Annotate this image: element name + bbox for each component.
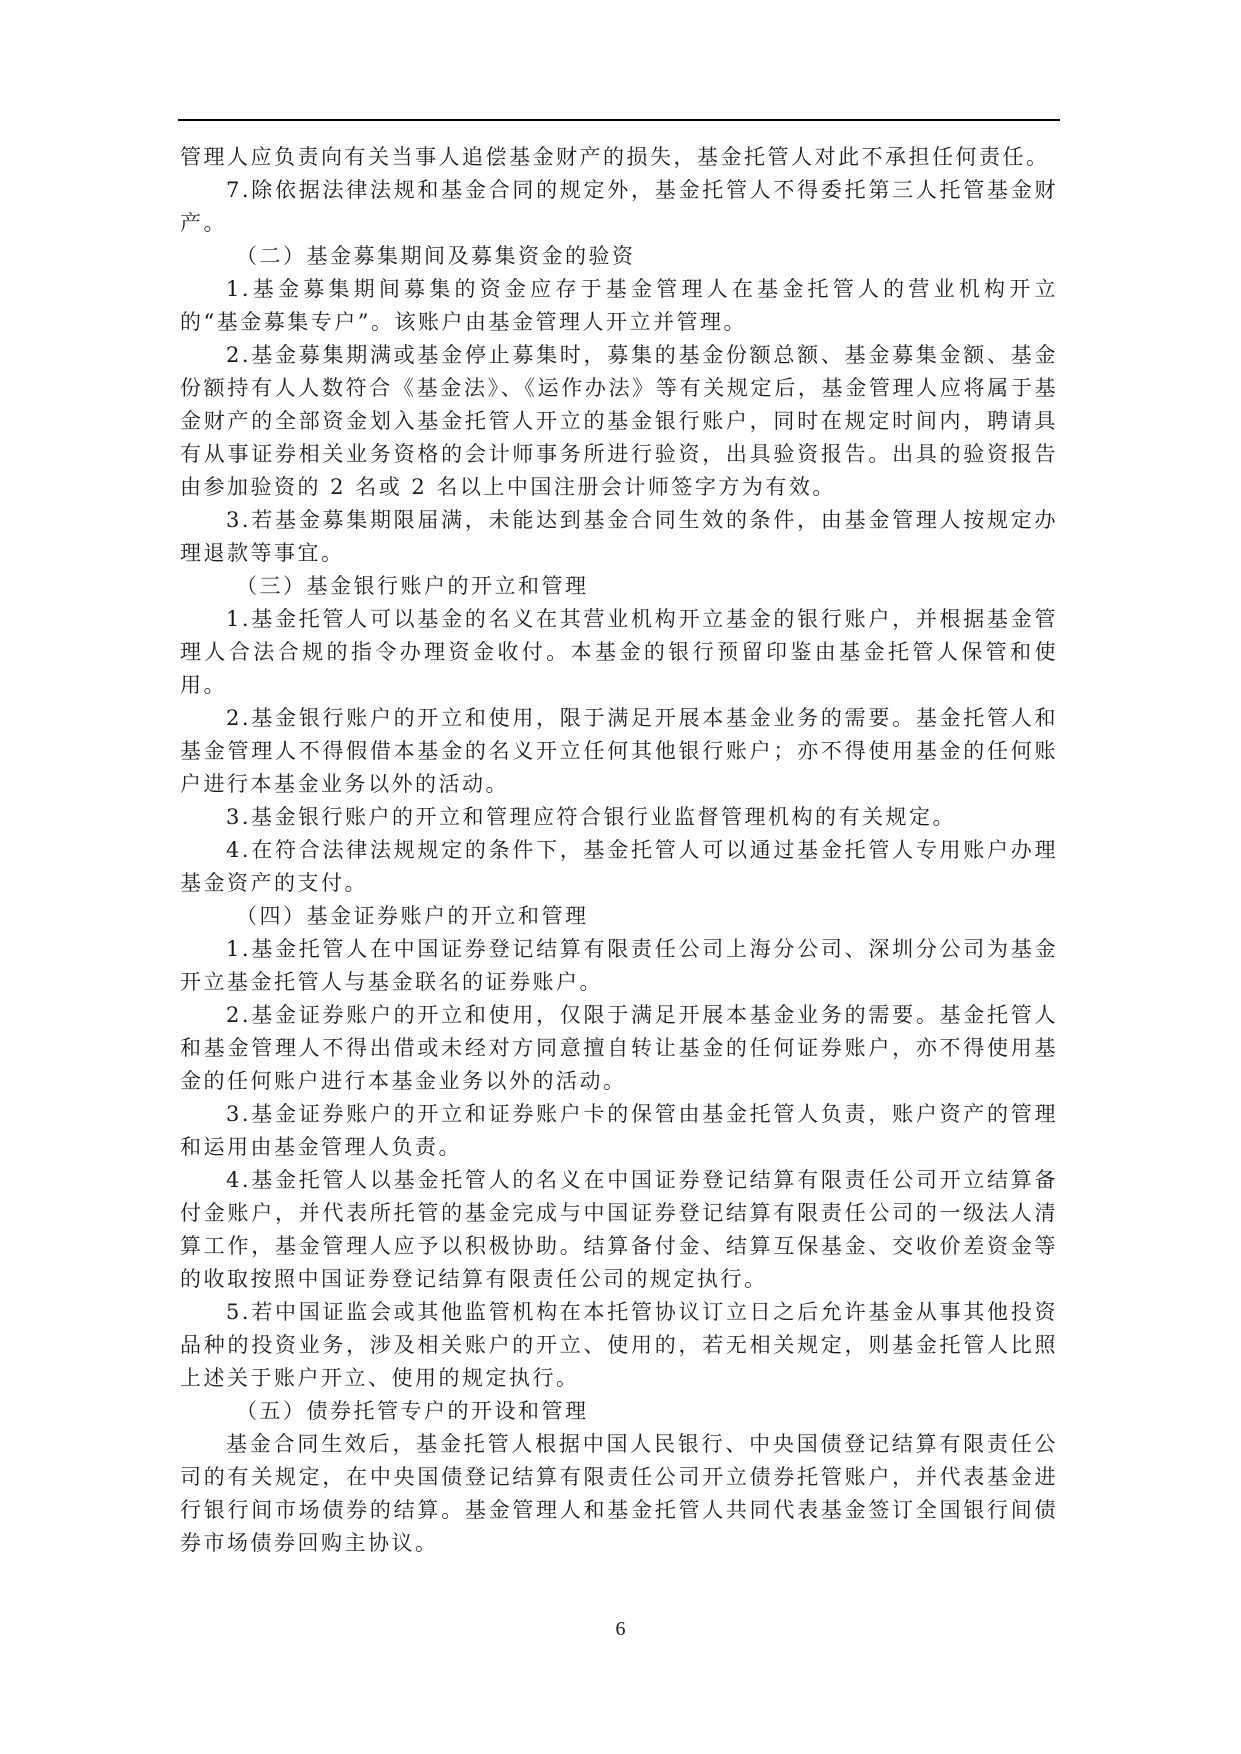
paragraph-3-item-1: 1.基金托管人可以基金的名义在其营业机构开立基金的银行账户，并根据基金管理人合法合规的指令办理资金收付。本基金的银行预留印鉴由基金托管人保管和使用。 xyxy=(180,607,1058,697)
section-heading-3: （三）基金银行账户的开立和管理 xyxy=(236,574,589,598)
paragraph-4-item-2: 2.基金证券账户的开立和使用，仅限于满足开展本基金业务的需要。基金托管人和基金管理人不得出借或未经对方同意擅自转让基金的任何证券账户，亦不得使用基金的任何账户进行本基金业务以外的活动。 xyxy=(180,1003,1058,1093)
section-heading-2: （二）基金募集期间及募集资金的验资 xyxy=(236,244,636,268)
paragraph-2-item-1: 1.基金募集期间募集的资金应存于基金管理人在基金托管人的营业机构开立的“基金募集专户”。该账户由基金管理人开立并管理。 xyxy=(180,277,1058,334)
paragraph-item-7: 7.除依据法律法规和基金合同的规定外，基金托管人不得委托第三人托管基金财产。 xyxy=(180,178,1058,235)
page-number: 6 xyxy=(615,1618,626,1640)
paragraph-5-body: 基金合同生效后，基金托管人根据中国人民银行、中央国债登记结算有限责任公司的有关规定，在中央国债登记结算有限责任公司开立债券托管账户，并代表基金进行银行间市场债券的结算。基金管理人和基金托管人共同代表基金签订全国银行间债券市场债券回购主协议。 xyxy=(180,1432,1058,1555)
paragraph-4-item-3: 3.基金证券账户的开立和证券账户卡的保管由基金托管人负责，账户资产的管理和运用由基金管理人负责。 xyxy=(180,1102,1058,1159)
section-heading-5: （五）债券托管专户的开设和管理 xyxy=(236,1399,589,1423)
paragraph-2-item-2: 2.基金募集期满或基金停止募集时，募集的基金份额总额、基金募集金额、基金份额持有人人数符合《基金法》、《运作办法》等有关规定后，基金管理人应将属于基金财产的全部资金划入基金托管人开立的基金银行账户，同时在规定时间内，聘请具有从事证券相关业务资格的会计师事务所进行验资，出具验资报告。出具的验资报告由参加验资的 2 名或 2 名以上中国注册会计师签字方为有效。 xyxy=(180,343,1058,499)
paragraph-continuation: 管理人应负责向有关当事人追偿基金财产的损失，基金托管人对此不承担任何责任。 xyxy=(180,145,1050,169)
document-body xyxy=(180,141,1058,1560)
paragraph-4-item-4: 4.基金托管人以基金托管人的名义在中国证券登记结算有限责任公司开立结算备付金账户，并代表所托管的基金完成与中国证券登记结算有限责任公司的一级法人清算工作，基金管理人应予以积极协助。结算备付金、结算互保基金、交收价差资金等的收取按照中国证券登记结算有限责任公司的规定执行。 xyxy=(180,1168,1058,1291)
paragraph-3-item-2: 2.基金银行账户的开立和使用，限于满足开展本基金业务的需要。基金托管人和基金管理人不得假借本基金的名义开立任何其他银行账户；亦不得使用基金的任何账户进行本基金业务以外的活动。 xyxy=(180,706,1058,796)
paragraph-2-item-3: 3.若基金募集期限届满，未能达到基金合同生效的条件，由基金管理人按规定办理退款等事宜。 xyxy=(180,508,1058,565)
header-rule xyxy=(178,119,1060,121)
paragraph-3-item-3: 3.基金银行账户的开立和管理应符合银行业监督管理机构的有关规定。 xyxy=(226,805,957,829)
paragraph-3-item-4: 4.在符合法律法规规定的条件下，基金托管人可以通过基金托管人专用账户办理基金资产的支付。 xyxy=(180,838,1058,895)
section-heading-4: （四）基金证券账户的开立和管理 xyxy=(236,904,589,928)
paragraph-4-item-1: 1.基金托管人在中国证券登记结算有限责任公司上海分公司、深圳分公司为基金开立基金托管人与基金联名的证券账户。 xyxy=(180,937,1058,994)
paragraph-4-item-5: 5.若中国证监会或其他监管机构在本托管协议订立日之后允许基金从事其他投资品种的投资业务，涉及相关账户的开立、使用的，若无相关规定，则基金托管人比照上述关于账户开立、使用的规定执行。 xyxy=(180,1300,1058,1390)
